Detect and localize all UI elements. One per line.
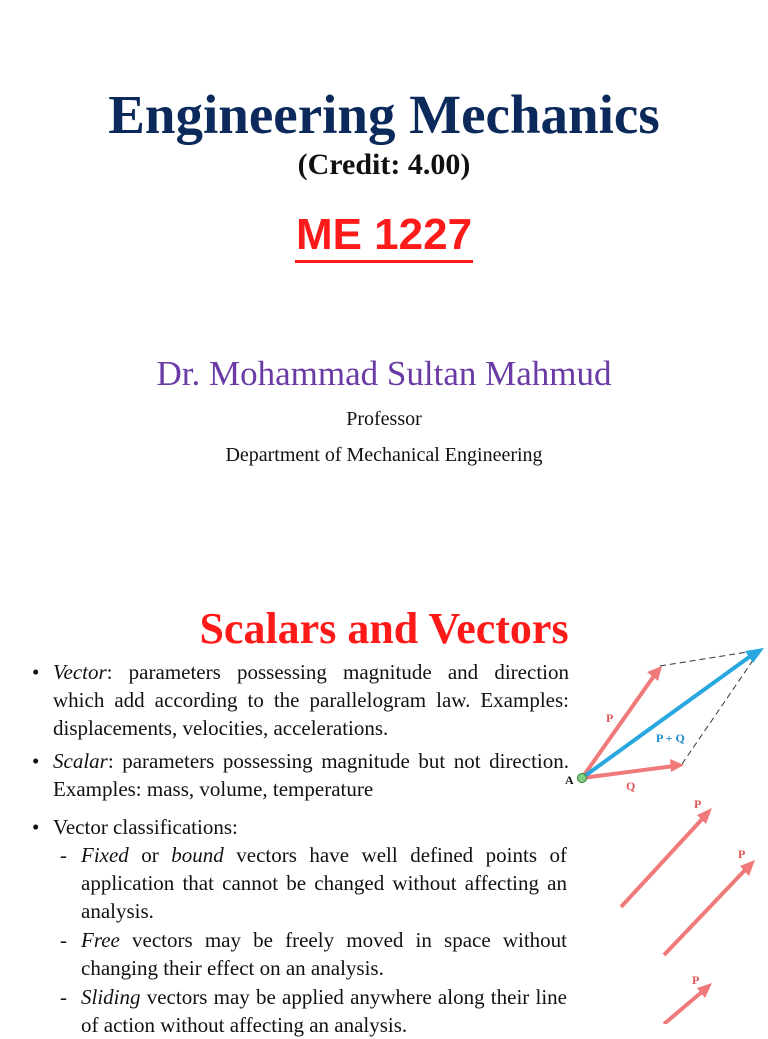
bullet-vector-text: [53, 658, 569, 742]
vector-p-arrowhead: [647, 666, 662, 681]
label-p: P: [606, 711, 614, 725]
subitem-free-text: [81, 926, 567, 982]
course-code-wrapper: [0, 210, 768, 263]
scalar-definition: : parameters possessing magnitude but not direction. Examples: mass, volume, temperature: [53, 749, 569, 801]
vector-definition: : parameters possessing magnitude and direction which add according to the parallelogram law. Examples: displacements, velocities, accelerations.: [53, 660, 569, 740]
course-credit: (Credit: 4.00): [297, 148, 471, 181]
resultant-arrowhead: [745, 648, 764, 663]
bullet-scalar-text: [53, 747, 569, 803]
instructor-name: Dr. Mohammad Sultan Mahmud: [156, 354, 612, 393]
scalar-term: Scalar: [53, 749, 108, 773]
sliding-vector-label: P: [692, 973, 700, 987]
fixed-term: Fixed: [81, 843, 129, 867]
classifications-heading: Vector classifications:: [53, 815, 238, 839]
subitem-fixed-text: [81, 841, 567, 925]
course-title: Engineering Mechanics: [108, 84, 660, 145]
free-vector-shaft: [664, 869, 746, 955]
bullet-dot: •: [32, 660, 40, 684]
sliding-definition: vectors may be applied anywhere along their line of action without affecting an analysis.: [81, 985, 567, 1037]
fixed-vector-label: P: [694, 797, 702, 811]
bullet-dot: •: [32, 815, 40, 839]
bullet-dot: •: [32, 749, 40, 773]
free-definition: vectors may be freely moved in space without changing their effect on an analysis.: [81, 928, 567, 980]
vector-parallelogram-diagram: [560, 640, 768, 1024]
subitem-sliding-text: [81, 983, 567, 1039]
free-vector-label: P: [738, 847, 746, 861]
instructor-department: Department of Mechanical Engineering: [225, 444, 543, 466]
fixed-definition: vectors have well defined points of application that cannot be changed without affecting an analysis.: [81, 843, 567, 923]
sliding-term: Sliding: [81, 985, 141, 1009]
course-code: ME 1227: [295, 210, 473, 263]
sliding-vector-shaft: [664, 991, 703, 1024]
instructor-role: Professor: [346, 408, 422, 430]
fixed-vector-shaft: [621, 817, 704, 907]
subitem-dash: -: [60, 843, 67, 867]
fixed-or: or: [128, 843, 172, 867]
free-term: Free: [81, 928, 120, 952]
vector-q-arrowhead: [670, 759, 684, 772]
label-q: Q: [626, 779, 636, 793]
section-title: Scalars and Vectors: [199, 604, 569, 653]
subitem-dash: -: [60, 985, 67, 1009]
label-p-plus-q: P + Q: [656, 731, 685, 745]
origin-point: [578, 774, 587, 783]
vector-term: Vector: [53, 660, 107, 684]
label-a: A: [565, 773, 574, 787]
parallelogram-right-edge: [682, 650, 760, 764]
bound-term: bound: [171, 843, 224, 867]
vector-p-shaft: [582, 673, 656, 778]
subitem-dash: -: [60, 928, 67, 952]
